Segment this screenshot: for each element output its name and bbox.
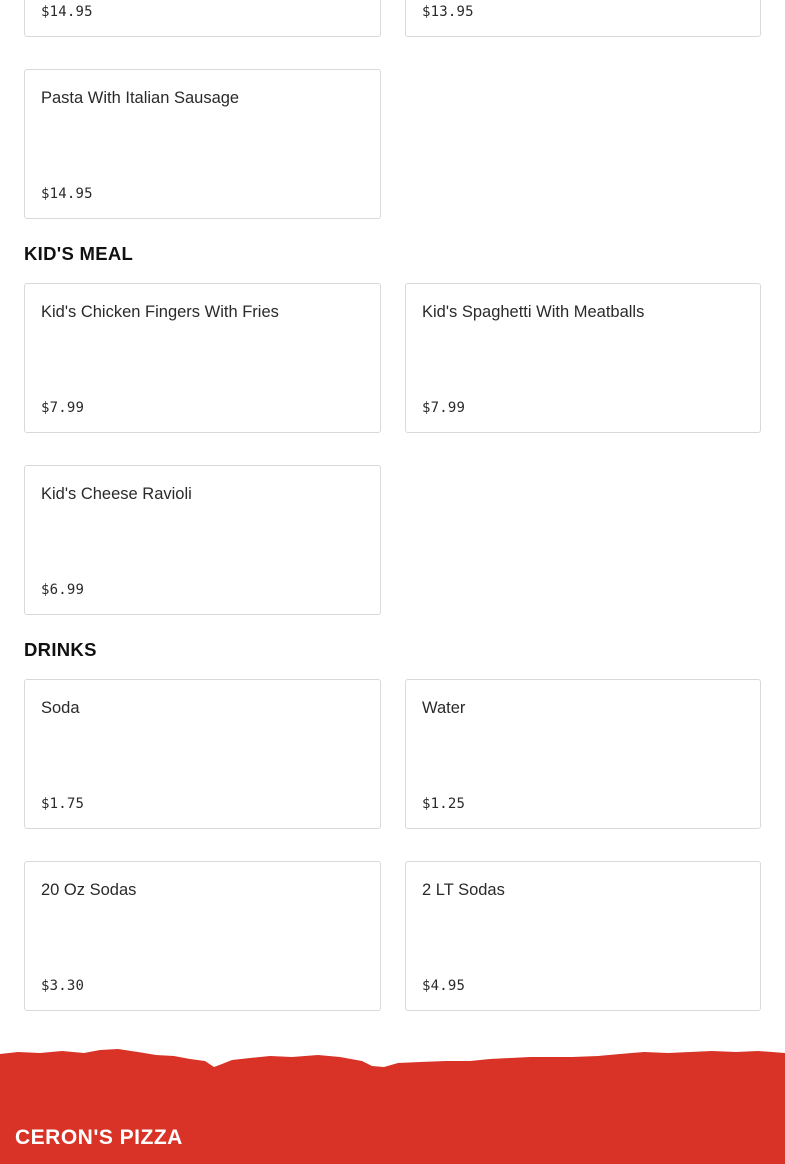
menu-item-name: Kid's Spaghetti With Meatballs bbox=[422, 303, 645, 321]
menu-item-price: $6.99 bbox=[41, 582, 85, 598]
menu-item-card[interactable] bbox=[24, 465, 381, 615]
menu-item-name: Kid's Chicken Fingers With Fries bbox=[41, 303, 279, 321]
menu-item-card[interactable] bbox=[24, 283, 381, 433]
menu-item-card[interactable] bbox=[405, 861, 761, 1011]
menu-item-card[interactable] bbox=[405, 0, 761, 37]
menu-item-name: 20 Oz Sodas bbox=[41, 881, 137, 899]
menu-item-price: $13.95 bbox=[422, 4, 474, 20]
menu-item-price: $1.75 bbox=[41, 796, 85, 812]
menu-item-name: Kid's Cheese Ravioli bbox=[41, 485, 192, 503]
section-title-drinks: DRINKS bbox=[24, 639, 97, 660]
menu-item-card[interactable] bbox=[24, 69, 381, 219]
menu-item-name: Pasta With Italian Sausage bbox=[41, 89, 240, 107]
menu-item-card[interactable] bbox=[24, 0, 381, 37]
menu-item-name: 2 LT Sodas bbox=[422, 881, 505, 899]
menu-item-name: Water bbox=[422, 699, 466, 717]
footer-brand-name[interactable]: CERON'S PIZZA bbox=[15, 1126, 183, 1149]
menu-item-card[interactable] bbox=[24, 861, 381, 1011]
menu-item-price: $3.30 bbox=[41, 978, 85, 994]
section-title-kids-meal: KID'S MEAL bbox=[24, 243, 134, 264]
menu-item-price: $7.99 bbox=[41, 400, 85, 416]
menu-item-card[interactable] bbox=[405, 283, 761, 433]
menu-item-card[interactable] bbox=[24, 679, 381, 829]
site-footer bbox=[0, 1046, 785, 1164]
menu-item-price: $14.95 bbox=[41, 186, 93, 202]
menu-item-card[interactable] bbox=[405, 679, 761, 829]
menu-item-price: $14.95 bbox=[41, 4, 93, 20]
menu-item-price: $7.99 bbox=[422, 400, 466, 416]
menu-item-name: Soda bbox=[41, 699, 80, 717]
menu-item-price: $4.95 bbox=[422, 978, 466, 994]
menu-item-price: $1.25 bbox=[422, 796, 466, 812]
